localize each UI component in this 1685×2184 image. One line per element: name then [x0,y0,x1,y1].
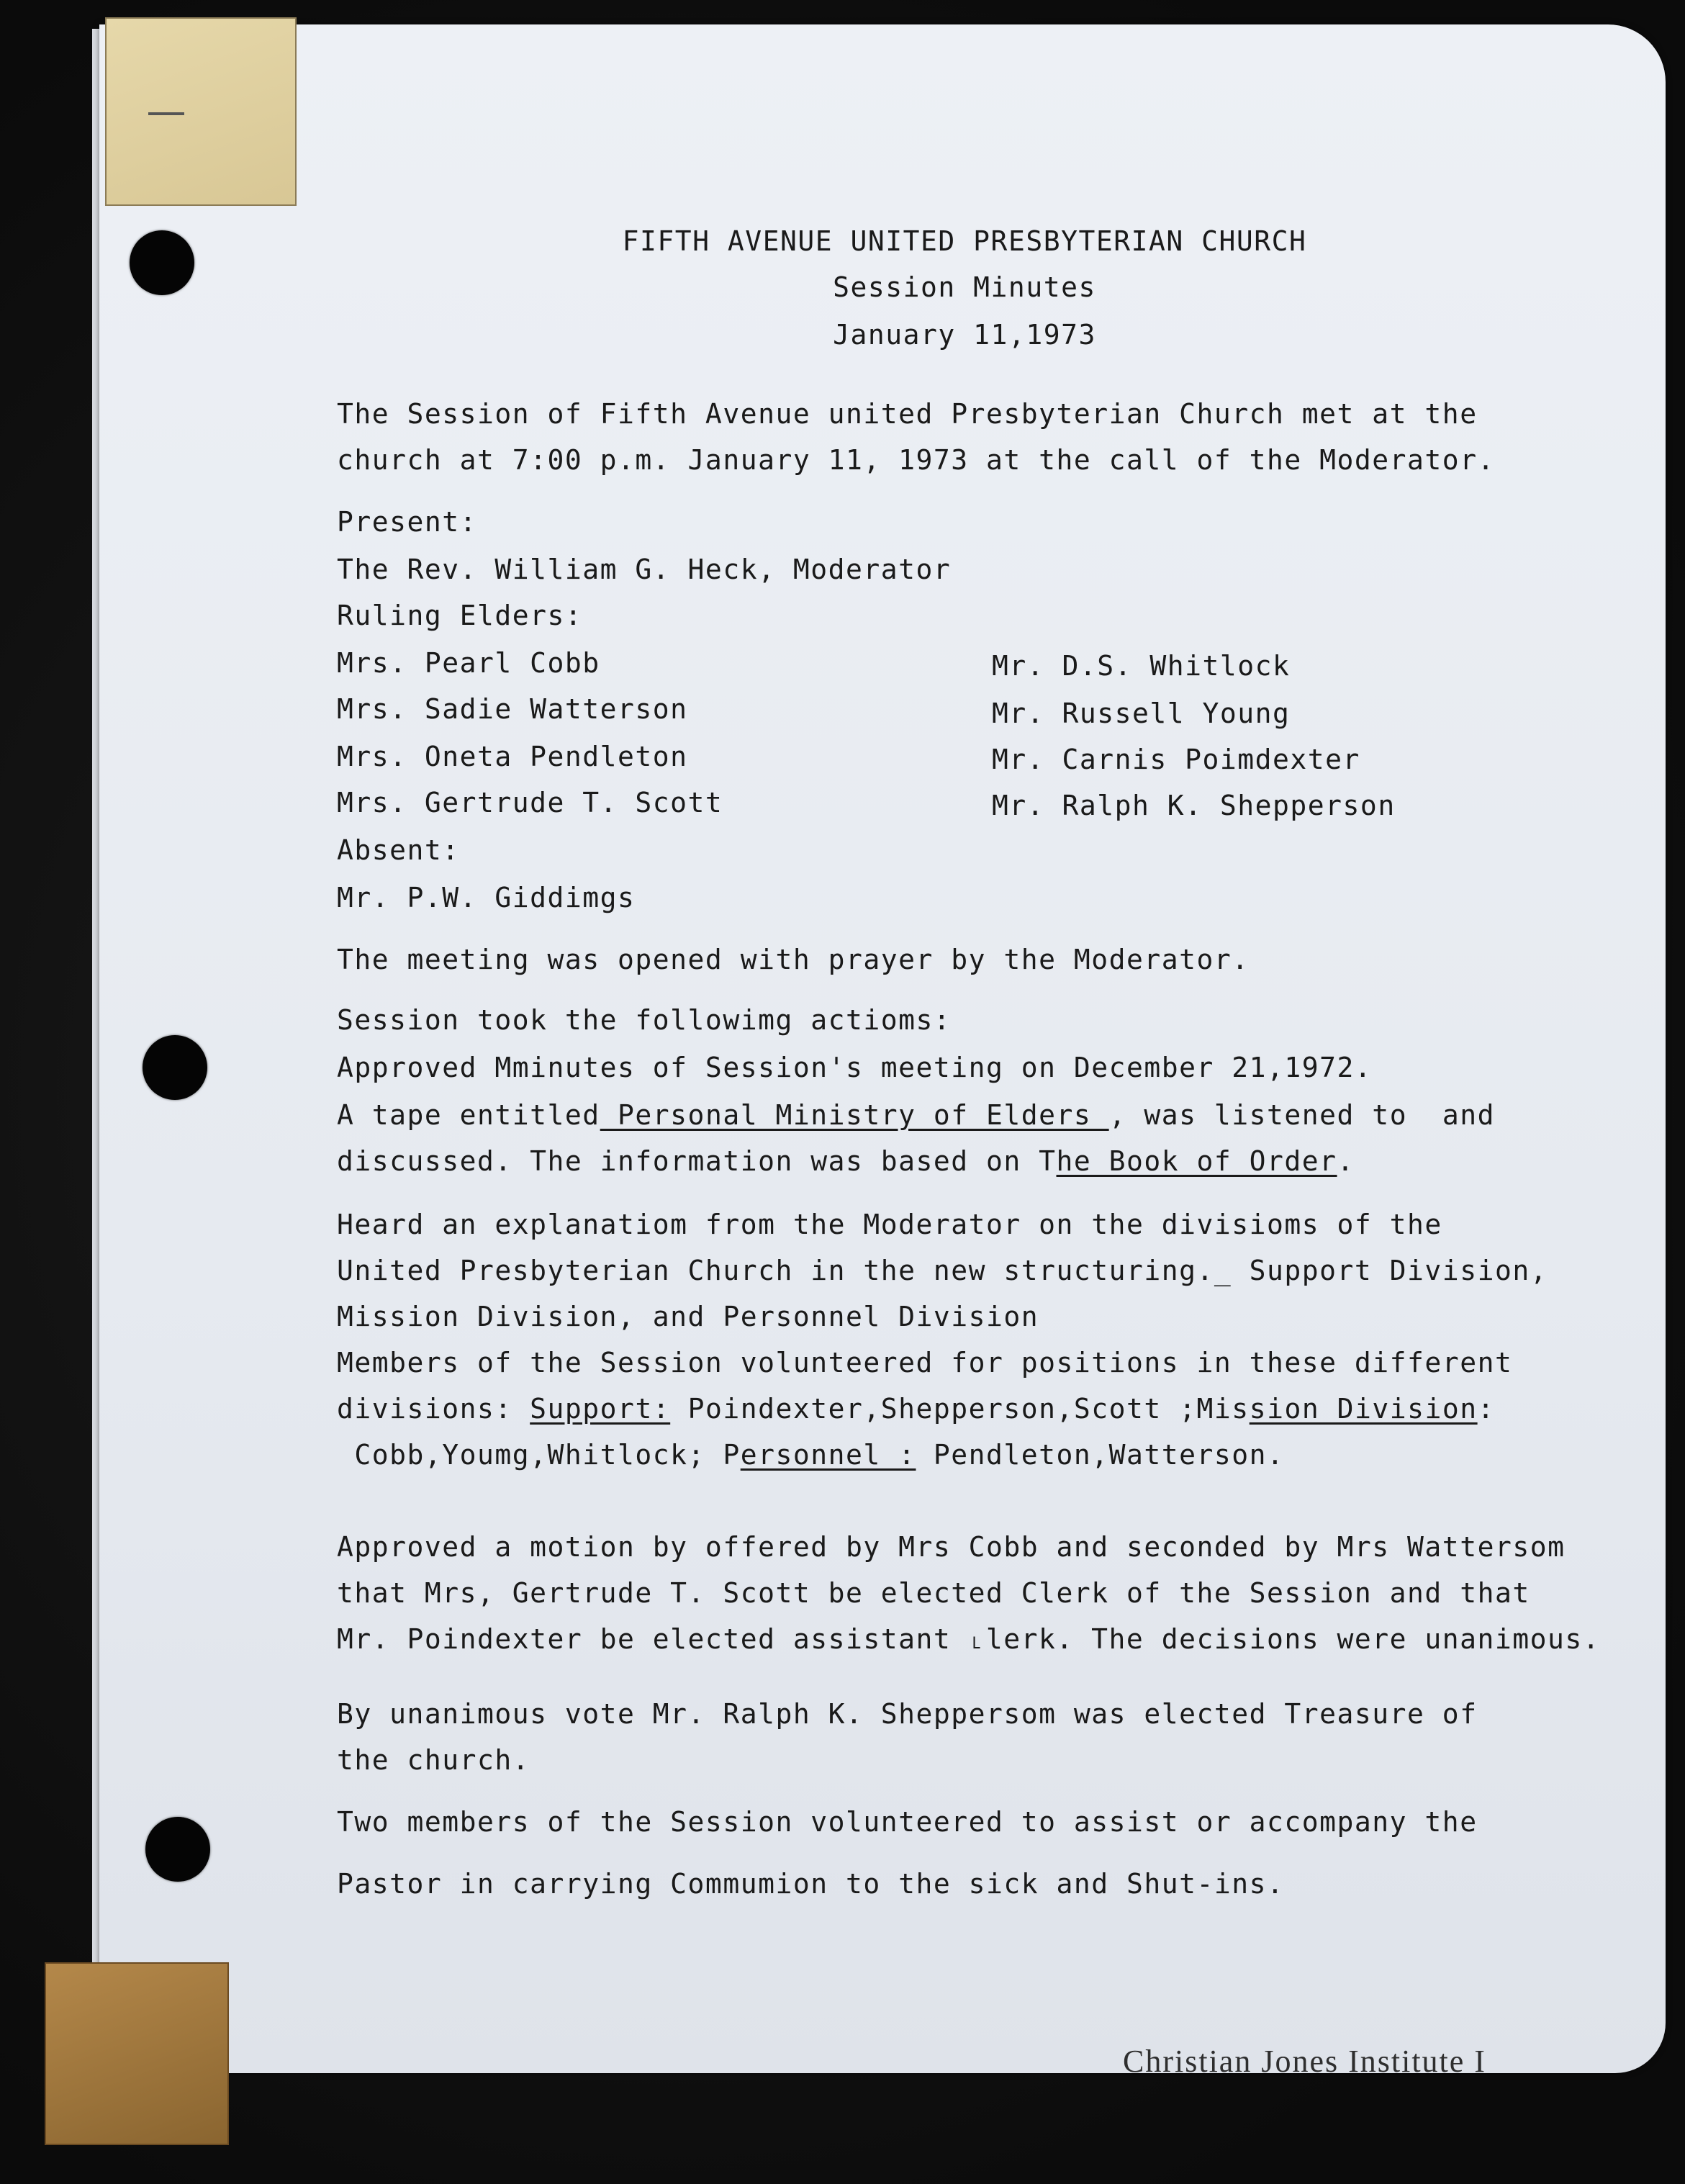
actions-label: Session took the followimg actioms: [337,1004,952,1036]
prayer-line: The meeting was opened with prayer by the Moderator. [337,944,1250,975]
elder-left: Mrs. Pearl Cobb [337,647,600,679]
book-title: he Book of Order [1056,1145,1337,1177]
mission-label: sion Division [1249,1393,1478,1425]
treasurer-line-1: By unanimous vote Mr. Ralph K. Sheppersom was elected Treasure of [337,1698,1478,1730]
footer-bleed-text: Christian Jones Institute I [1123,2044,1486,2079]
elder-left: Mrs. Gertrude T. Scott [337,787,723,818]
explanation-line-3: Mission Division, and Personnel Division [337,1301,1039,1332]
present-label: Present: [337,506,478,538]
moderator-line: The Rev. William G. Heck, Moderator [337,554,952,585]
document-date: January 11,1973 [833,319,1096,351]
absent-label: Absent: [337,834,460,866]
elder-left: Mrs. Oneta Pendleton [337,741,688,772]
intro-line-2: church at 7:00 p.m. January 11, 1973 at the call of the Moderator. [337,444,1495,476]
volunteer-2-mid: Poindexter,Shepperson,Scott ;Mis [670,1393,1250,1425]
tape-title: Personal Ministry of Elders [600,1099,1109,1131]
volunteer-3-prefix: Cobb,Youmg,Whitlock; P [337,1439,741,1471]
ruling-elders-label: Ruling Elders: [337,600,583,631]
motion-line-2: that Mrs, Gertrude T. Scott be elected Clerk of the Session and that [337,1577,1530,1609]
elder-right: Mr. D.S. Whitlock [992,650,1291,682]
support-label: Support: [530,1393,671,1425]
elder-right: Mr. Russell Young [992,698,1291,729]
intro-line-1: The Session of Fifth Avenue united Presbyterian Church met at the [337,398,1478,430]
volunteer-line-3 [337,1439,1285,1471]
tape-prefix: A tape entitled [337,1099,600,1131]
absent-name: Mr. P.W. Giddimgs [337,882,636,913]
explanation-line-1: Heard an explanatiom from the Moderator on the divisioms of the [337,1209,1442,1240]
elder-left: Mrs. Sadie Watterson [337,693,688,725]
document-type-heading: Session Minutes [833,271,1096,303]
elder-right: Mr. Carnis Poimdexter [992,744,1360,775]
tape-suffix: , was listened to and [1108,1099,1495,1131]
elder-right: Mr. Ralph K. Shepperson [992,790,1396,821]
volunteer-line-1: Members of the Session volunteered for positions in these different [337,1347,1513,1378]
volunteer-line-2 [337,1393,1495,1425]
motion-line-3: Mr. Poindexter be elected assistant ˪lerk. The decisions were unanimous. [337,1623,1601,1655]
tape-line [337,1101,1495,1129]
approved-minutes-line: Approved Mminutes of Session's meeting on December 21,1972. [337,1052,1373,1083]
motion-line-1: Approved a motion by offered by Mrs Cobb and seconded by Mrs Wattersom [337,1531,1566,1563]
volunteer-2-suffix: : [1477,1393,1495,1425]
treasurer-line-2: the church. [337,1744,530,1776]
communion-line-2: Pastor in carrying Commumion to the sick and Shut-ins. [337,1868,1285,1900]
personnel-label: ersonnel : [740,1439,916,1471]
communion-line-1: Two members of the Session volunteered to assist or accompany the [337,1806,1478,1838]
discussed-prefix: discussed. The information was based on T [337,1145,1057,1177]
volunteer-3-suffix: Pendleton,Watterson. [916,1439,1285,1471]
discussed-line [337,1147,1355,1175]
church-name-heading: FIFTH AVENUE UNITED PRESBYTERIAN CHURCH [622,225,1307,257]
explanation-line-2: United Presbyterian Church in the new structuring._ Support Division, [337,1255,1548,1286]
volunteer-2-prefix: divisions: [337,1393,530,1425]
discussed-suffix: . [1337,1145,1355,1177]
footer-bleed-through-text [1123,2044,1486,2079]
